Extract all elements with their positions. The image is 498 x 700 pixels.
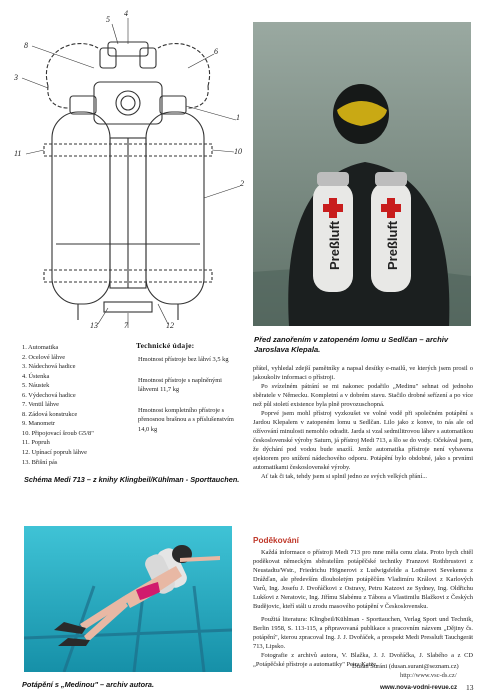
acknowledgements-body	[253, 548, 473, 669]
parts-list	[22, 343, 134, 467]
article-paragraph: Fotografie z archivů autora, V. Blažka, J. J. Dvořáčka, J. Slabého a z CD „Potápěčské přístroje a automatiky" Petra Katze.	[253, 652, 473, 668]
article-paragraph: Použitá literatura: Klingbeil/Kühlman - Sporttauchen, Verlag Sport und Technik, Berlin 1958, S. 113-115, a připravovaná publikace s pracovním názvem „Dějiny čs. potápění", kterou zpracoval Ing. J. J. Dvořáček, a prospekt Medi Pressluft Tauchgerät 713, Lipsko.	[253, 616, 473, 650]
schematic-label-3: 3	[14, 73, 18, 82]
list-item: 1. Automatika	[22, 344, 59, 351]
magazine-website-link[interactable]: www.nova-vodni-revue.cz	[380, 684, 458, 691]
pool-photo-caption: Potápění s „Medinou" – archiv autora.	[22, 680, 154, 689]
list-item: 7. Ventil láhve	[22, 401, 59, 409]
diver-photo-caption: Před zanořením v zatopeném lomu u Sedlčan – archiv Jaroslava Klepala.	[254, 335, 449, 354]
schematic-label-13: 13	[90, 321, 98, 330]
article-paragraph: Ať tak či tak, tehdy jsem si splnil jedno ze svých velkých přání...	[261, 473, 428, 480]
article-paragraph: Každá informace o přístroji Medi 713 pro mne měla cenu zlata. Proto bych chtěl poděkovat německým sběratelům potápěčské techniky Franzovi Rothbrustovi z Neustadtu/Wstr., Friedrichu Högnerovi z Ludwigsfelde a Lotharovi Sevekemu z Drážďan, ale především dlouholetým potápěčům Vladimíru Královi z Karlových Varů, Ing. Josefu J. Dvořáčkovi z Ostravy, Petru Katzovi ze Sydney, Ing. Oldřichu Lukšovi z Neratovic, Ing. Jiřímu Slabému z Tábora a Vlastimilu Blažkovi z Českých Budějovic, kteří stáli u zrodu masového potápění v Československu.	[253, 549, 473, 610]
article-paragraph: Po svízelném pátrání se mi nakonec podařilo „Medinu" sehnat od jednoho sběratele v Německu. Kompletní a v dobrém stavu. Stačilo drobné seřízení a po více než půl století existence byla plně provozuschopná.	[253, 383, 473, 408]
page-number: 13	[466, 683, 474, 692]
article-paragraph: Poprvé jsem mohl přístroj vyzkoušet ve volné vodě při společném potápění s Jardou Klepalem v zatopeném lomu u Sedlčan. Lilo jako z konve, to nás ale od ožívování minulosti nemohlo odradit. Jarda si vzal sedmilitrovou láhev s automatikou československé výroby Saturn, já přístroj Medi 713, a šlo se do vody. Očekával jsem, že dýchání pod vodou bude snazší. Jenže automatika přístroje není vybavena ejektorem pro snížení nádechového odporu. Potápění bylo obdobné, jako s prvními automatikami československé výroby.	[253, 410, 473, 471]
tech-data-item: Hmotnost přístroje s naplněnými láhvemi 11,7 kg	[138, 377, 222, 394]
schematic-caption: Schéma Medi 713 – z knihy Klingbeil/Kühlman - Sporttauchen.	[24, 475, 240, 484]
article-body	[253, 364, 473, 481]
list-item: 6. Výdechová hadice	[22, 391, 76, 399]
diver-photo	[253, 22, 471, 326]
acknowledgements-heading: Poděkování	[253, 536, 299, 545]
list-item: 3. Nádechová hadice	[22, 363, 76, 371]
schematic-label-5: 5	[106, 15, 110, 24]
pool-photo	[24, 526, 232, 672]
schematic-label-12: 12	[166, 321, 174, 330]
tech-data-item: Hmotnost kompletního přístroje s přenosnou brašnou a s příslušenstvím 14,0 kg	[138, 407, 234, 433]
tech-data-item: Hmotnost přístroje bez láhví 3,5 kg	[138, 356, 229, 363]
list-item: 8. Zádová konstrukce	[22, 410, 78, 418]
list-item: 2. Ocelové láhve	[22, 353, 66, 361]
schematic-label-9: 8	[24, 41, 28, 50]
list-item: 13. Břišní pás	[22, 458, 58, 466]
article-paragraph: přátel, vyhledal zdejší pamětníky a napsal desítky e-mailů, ve kterých jsem prosil o jakoukoliv informaci o přístroji.	[253, 365, 473, 381]
list-item: 11. Popruh	[22, 439, 50, 447]
list-item: 12. Upínací popruh láhve	[22, 449, 87, 457]
list-item: 9. Manometr	[22, 420, 56, 428]
schematic-label-4: 4	[124, 9, 128, 18]
tank-label-right: Preßluft	[385, 220, 400, 270]
schematic-label-11: 11	[14, 149, 22, 158]
schematic-label-6: 6	[214, 47, 218, 56]
tech-data-title: Technické údaje:	[136, 341, 195, 350]
schematic-label-8: 7	[124, 321, 128, 330]
breathing-apparatus-schematic	[8, 8, 248, 330]
list-item: 10. Připojovací šroub G5/8"	[22, 429, 94, 437]
schematic-label-2: 2	[240, 179, 244, 188]
schematic-label-1: 1	[236, 113, 240, 122]
author-line: Dušan Šuráni (dusan.surani@seznam.cz)	[352, 663, 459, 670]
list-item: 4. Ústenka	[22, 372, 50, 380]
schematic-label-10: 10	[234, 147, 242, 156]
list-item: 5. Náustek	[22, 382, 50, 390]
author-website-link[interactable]: http://www.vsc-ds.cz/	[400, 672, 457, 679]
tank-label-left: Preßluft	[327, 220, 342, 270]
